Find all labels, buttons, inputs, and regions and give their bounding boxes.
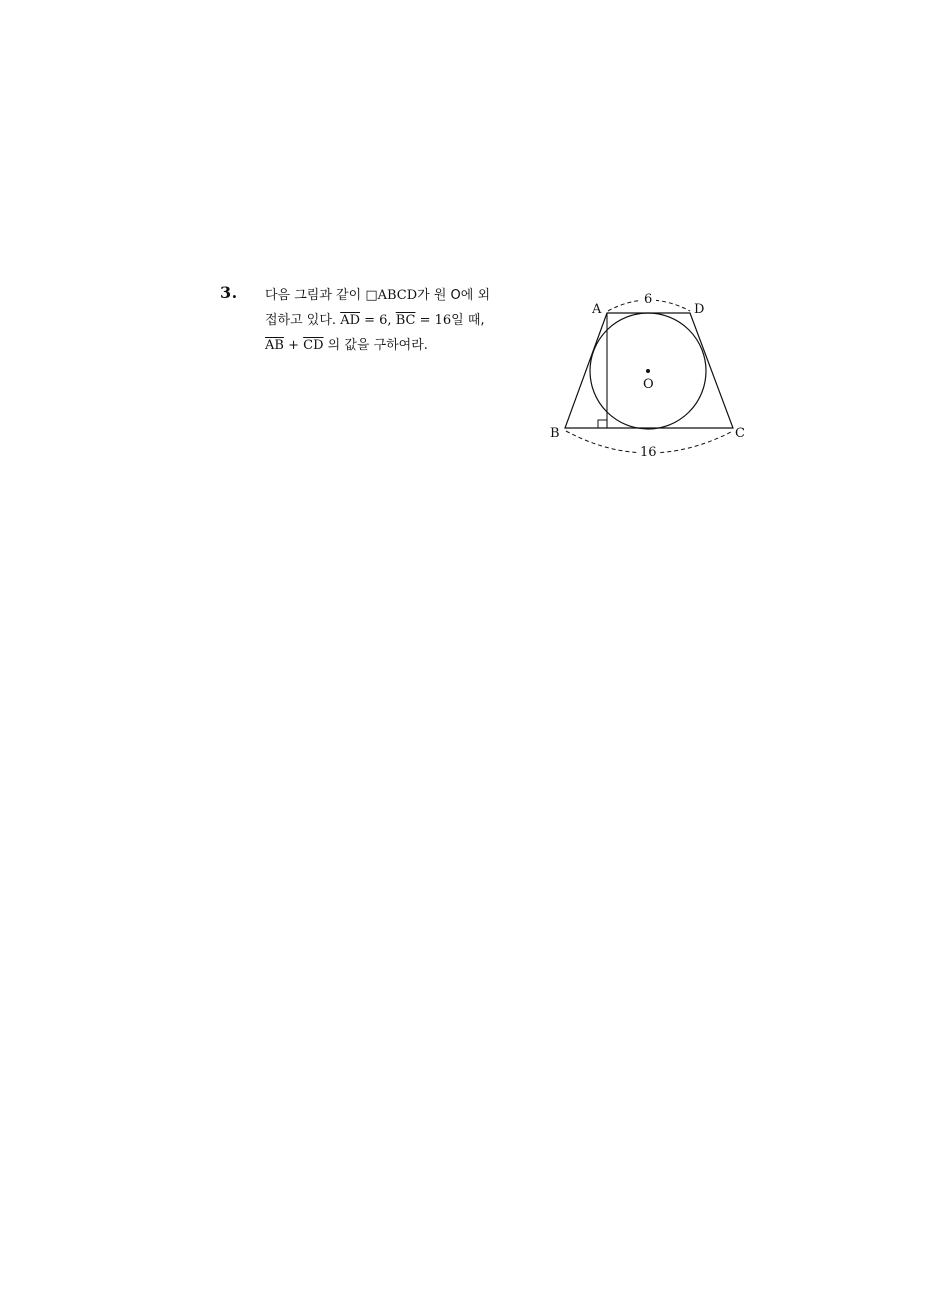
center-point-o [646,369,650,373]
label-vertex-b: B [550,426,560,441]
segment-bc: $\overline{BC}$ [395,313,416,328]
segment-cd: $\overline{CD}$ [303,338,324,353]
problem-number: 3. [220,283,238,302]
statement-text: 가 원 O에 외 [417,288,491,303]
equation-ad: = 6, [360,313,396,328]
segment-ab: $\overline{AB}$ [265,338,284,353]
quadrilateral-name: ABCD [377,288,418,303]
right-angle-mark [598,420,607,428]
label-top-length: 6 [644,292,653,307]
problem-statement [265,283,535,358]
statement-line-3 [265,333,535,358]
plus-sign: + [283,338,304,353]
equation-bc: = 16 [415,313,452,328]
square-symbol: □ [365,288,378,303]
label-vertex-a: A [592,302,602,317]
label-center-o: O [643,377,654,392]
statement-text: 접하고 있다. [265,313,341,328]
statement-text: 의 값을 구하여라. [323,338,428,353]
segment-ad: $\overline{AD}$ [340,313,360,328]
trapezoid-diagram [540,285,760,470]
statement-line-1 [265,283,535,308]
label-vertex-d: D [694,302,705,317]
statement-text: 일 때, [451,313,485,328]
label-vertex-c: C [735,426,745,441]
geometry-figure [540,285,760,470]
statement-line-2 [265,308,535,333]
statement-text: 다음 그림과 같이 [265,288,366,303]
label-bottom-length: 16 [640,445,657,460]
